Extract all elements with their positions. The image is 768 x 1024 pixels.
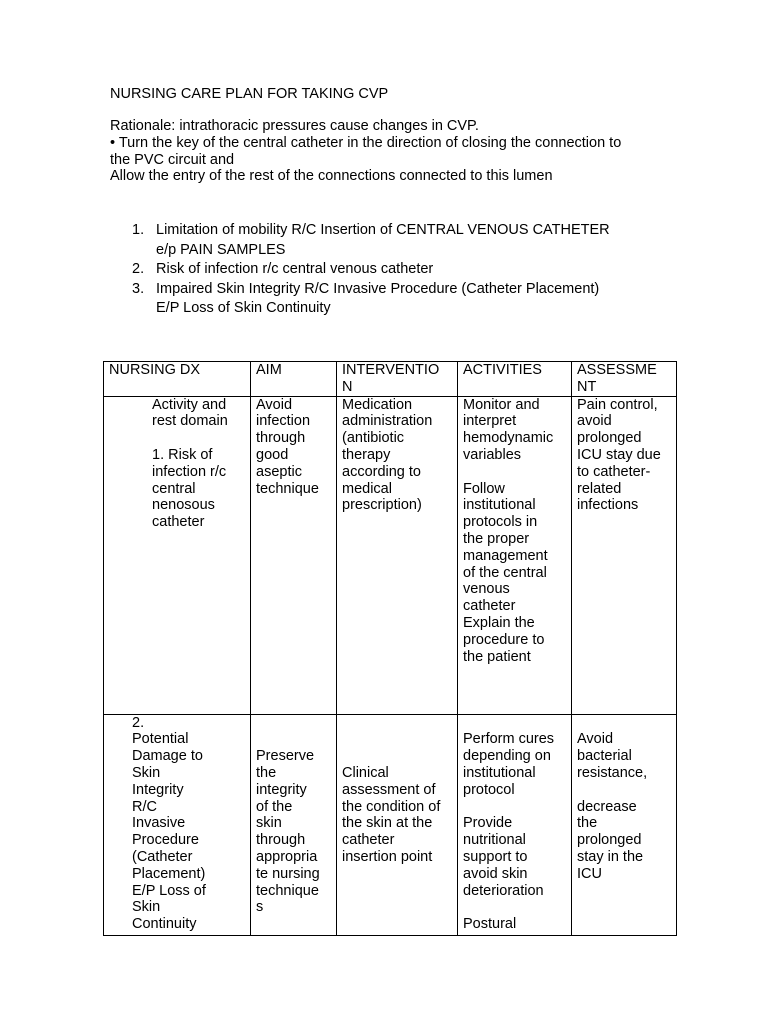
document-title: NURSING CARE PLAN FOR TAKING CVP: [110, 86, 389, 102]
header-activities: ACTIVITIES: [458, 362, 572, 397]
diagnosis-text: Risk of infection r/c central venous catheter: [156, 261, 434, 277]
header-intervention: INTERVENTIO N: [337, 362, 458, 397]
rationale-line-4: Allow the entry of the rest of the connections connected to this lumen: [110, 168, 553, 184]
diagnosis-number: 2.: [132, 261, 145, 277]
cell-assessment: Avoid bacterial resistance, decrease the prolonged stay in the ICU: [572, 714, 677, 935]
table-row: [104, 714, 677, 935]
header-nursing-dx: NURSING DX: [104, 362, 251, 397]
diagnosis-item: [132, 280, 656, 319]
diagnosis-number: 3.: [132, 280, 145, 297]
cell-nursing-dx: Activity and rest domain 1. Risk of infection r/c central nenosous catheter: [104, 396, 251, 714]
rationale-line-3: the PVC circuit and: [110, 152, 235, 168]
table-row: [104, 396, 677, 714]
rationale-line-2: • Turn the key of the central catheter in the direction of closing the connection to: [110, 135, 622, 151]
rationale-line-1: Rationale: intrathoracic pressures cause changes in CVP.: [110, 118, 479, 134]
header-assessment: ASSESSME NT: [572, 362, 677, 397]
diagnosis-text: Limitation of mobility R/C Insertion of CENTRAL VENOUS CATHETER e/p PAIN SAMPLES: [156, 222, 610, 258]
cell-assessment: Pain control, avoid prolonged ICU stay due to catheter- related infections: [572, 396, 677, 714]
table-header-row: [104, 362, 677, 397]
diagnosis-item: [132, 221, 656, 260]
diagnosis-text: Impaired Skin Integrity R/C Invasive Procedure (Catheter Placement) E/P Loss of Skin Continuity: [156, 280, 600, 316]
cell-activities: Monitor and interpret hemodynamic variables Follow institutional protocols in the proper management of the central venous catheter Explain the procedure to the patient: [458, 396, 572, 714]
cell-aim: Avoid infection through good aseptic technique: [251, 396, 337, 714]
cell-nursing-dx: 2. Potential Damage to Skin Integrity R/C Invasive Procedure (Catheter Placement) E/P Loss of Skin Continuity: [104, 714, 251, 935]
diagnosis-item: [132, 260, 656, 280]
cell-aim: Preserve the integrity of the skin through appropria te nursing technique s: [251, 714, 337, 935]
header-aim: AIM: [251, 362, 337, 397]
diagnosis-number: 1.: [132, 222, 145, 238]
care-plan-table: [103, 361, 677, 936]
cell-intervention: Medication administration (antibiotic therapy according to medical prescription): [337, 396, 458, 714]
diagnosis-list: [132, 221, 656, 319]
cell-intervention: Clinical assessment of the condition of the skin at the catheter insertion point: [337, 714, 458, 935]
cell-activities: Perform cures depending on institutional protocol Provide nutritional support to avoid skin deterioration Postural: [458, 714, 572, 935]
